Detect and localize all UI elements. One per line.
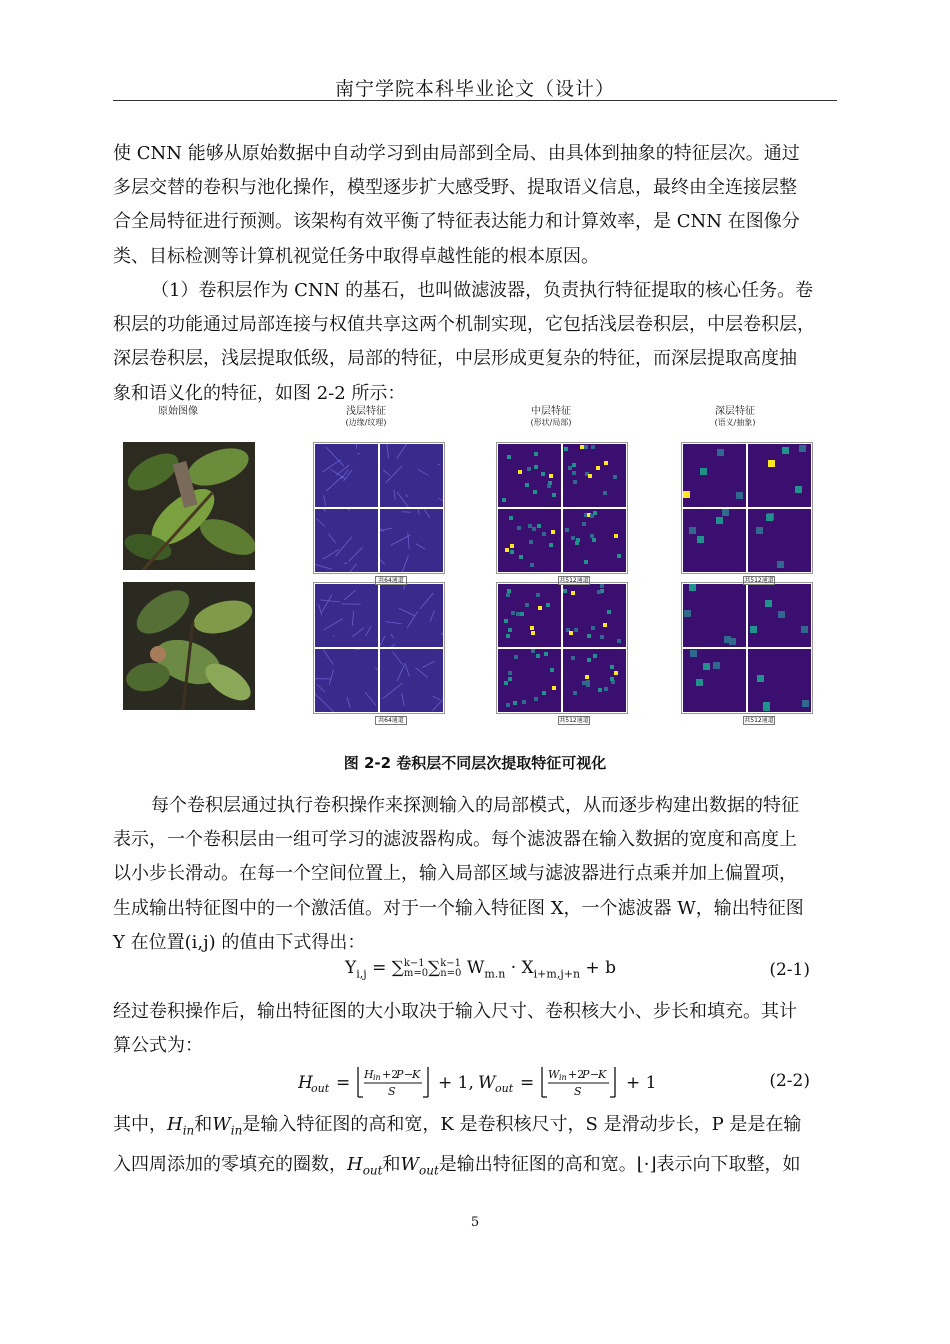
svg-text:−: −: [404, 1068, 414, 1081]
header-rule: [113, 100, 837, 101]
activation-map: [315, 509, 378, 572]
page-number: 5: [470, 1215, 480, 1230]
activation-map: [498, 584, 561, 647]
svg-text:S: S: [388, 1085, 396, 1098]
svg-text:K: K: [412, 1068, 421, 1081]
text-line: 使 CNN 能够从原始数据中自动学习到由局部到全局、由具体到抽象的特征层次。通过: [113, 143, 800, 164]
feature-map-panel: [313, 582, 445, 714]
activation-map: [498, 509, 561, 572]
text-line: 合全局特征进行预测。该架构有效平衡了特征表达能力和计算效率，是 CNN 在图像分: [113, 211, 800, 233]
paragraph-5: [113, 1108, 837, 1188]
text-line: 算公式为：: [113, 1035, 203, 1057]
text-line: 经过卷积操作后，输出特征图的大小取决于输入尺寸、卷积核大小、步长和填充。其计: [113, 1001, 797, 1022]
activation-map: [380, 509, 443, 572]
paragraph-1: [113, 137, 837, 274]
svg-text:=: =: [520, 1073, 535, 1093]
svg-text:−: −: [590, 1068, 600, 1081]
col-title-original: 原始图像: [158, 406, 198, 417]
activation-map: [498, 649, 561, 712]
feature-map-panel: [681, 582, 813, 714]
activation-map: [748, 649, 811, 712]
text-line: 生成输出特征图中的一个激活值。对于一个输入特征图 X，一个滤波器 W，输出特征图: [113, 897, 804, 919]
svg-text:P: P: [582, 1068, 590, 1081]
text-line: 象和语义化的特征，如图 2-2 所示：: [113, 382, 406, 404]
svg-text:W: W: [478, 1073, 496, 1093]
activation-map: [748, 444, 811, 507]
activation-map: [563, 649, 626, 712]
activation-map: [380, 444, 443, 507]
activation-map: [748, 509, 811, 572]
svg-text:H: H: [298, 1073, 313, 1093]
svg-text:K: K: [598, 1068, 607, 1081]
svg-text:out: out: [495, 1082, 514, 1095]
text-line: 其中，$H_{in}$和$W_{in}$是输入特征图的高和宽，K 是卷积核尺寸，S 是滑动步长，P 是是在输: [113, 1114, 802, 1138]
svg-text:P: P: [396, 1068, 404, 1081]
svg-text:in: in: [559, 1073, 567, 1082]
text-line: 类、目标检测等计算机视觉任务中取得卓越性能的根本原因。: [113, 245, 599, 267]
leaf-photo-1: [123, 442, 255, 570]
equation-number: (2-2): [769, 1071, 810, 1091]
paragraph-2: [113, 274, 837, 411]
activation-map: [563, 584, 626, 647]
equation-number: (2-1): [769, 960, 810, 980]
feature-map-panel: [496, 442, 628, 574]
equation-2-2: [298, 1063, 668, 1103]
feature-map-panel: [681, 442, 813, 574]
activation-map: [315, 649, 378, 712]
activation-map: [380, 649, 443, 712]
col-title-shallow: 浅层特征 (边缘/纹理): [345, 406, 387, 427]
channel-caption: 共512通道: [559, 577, 589, 584]
activation-map: [315, 584, 378, 647]
paragraph-4: [113, 995, 837, 1063]
feature-map-panel: [496, 582, 628, 714]
running-header: 南宁学院本科毕业论文（设计）: [334, 78, 615, 100]
svg-text:out: out: [311, 1082, 330, 1095]
text-line: 积层的功能通过局部连接与权值共享这两个机制实现，它包括浅层卷积层，中层卷积层，: [113, 314, 815, 336]
figure-2-2: [113, 400, 837, 730]
svg-text:+ 1,: + 1,: [438, 1073, 474, 1093]
activation-map: [563, 444, 626, 507]
text-line: 深层卷积层，浅层提取低级，局部的特征，中层形成更复杂的特征，而深层提取高度抽: [113, 348, 797, 370]
paragraph-3: [113, 789, 837, 960]
text-line: 表示，一个卷积层由一组可学习的滤波器构成。每个滤波器在输入数据的宽度和高度上: [113, 829, 797, 851]
activation-map: [683, 509, 746, 572]
svg-text:S: S: [574, 1085, 582, 1098]
equation-2-1: $Y_{i,j}$ = ∑ k−1 m=0 ∑ k−1 n=0 $W_{m.n} \cdot X_{i+m,j+n} + b$: [345, 957, 616, 981]
text-line: 每个卷积层通过执行卷积操作来探测输入的局部模式，从而逐步构建出数据的特征: [151, 795, 799, 816]
text-line: 入四周添加的零填充的圈数，$H_{out}$和$W_{out}$是输出特征图的高和宽。⌊·⌋表示向下取整，如: [113, 1153, 801, 1178]
channel-caption: 共64通道: [375, 716, 407, 725]
channel-caption: 共512通道: [559, 717, 589, 724]
text-line: Y 在位置(i,j) 的值由下式得出：: [113, 931, 366, 953]
svg-text:W: W: [548, 1068, 560, 1081]
svg-text:in: in: [373, 1073, 381, 1082]
activation-map: [683, 444, 746, 507]
text-line: （1）卷积层作为 CNN 的基石，也叫做滤波器，负责执行特征提取的核心任务。卷: [151, 280, 814, 301]
text-line: 多层交替的卷积与池化操作，模型逐步扩大感受野、提取语义信息，最终由全连接层整: [113, 177, 797, 199]
activation-map: [683, 584, 746, 647]
activation-map: [498, 444, 561, 507]
activation-map: [748, 584, 811, 647]
col-title-middle: 中层特征 (形状/局部): [530, 406, 572, 427]
feature-map-panel: [313, 442, 445, 574]
svg-text:=: =: [336, 1073, 351, 1093]
activation-map: [380, 584, 443, 647]
activation-map: [683, 649, 746, 712]
leaf-photo-2: [123, 582, 255, 710]
svg-text:+ 1: + 1: [626, 1073, 657, 1093]
text-line: 以小步长滑动。在每一个空间位置上，输入局部区域与滤波器进行点乘并加上偏置项，: [113, 863, 797, 885]
activation-map: [315, 444, 378, 507]
col-title-deep: 深层特征 (语义/抽象): [714, 406, 756, 427]
channel-caption: 共512通道: [744, 577, 774, 584]
channel-caption: 共64通道: [375, 576, 407, 585]
channel-caption: 共512通道: [744, 717, 774, 724]
svg-text:H: H: [364, 1068, 374, 1081]
figure-caption: 图 2-2 卷积层不同层次提取特征可视化: [343, 754, 607, 772]
svg-text:+2: +2: [382, 1068, 399, 1081]
svg-text:+2: +2: [568, 1068, 585, 1081]
activation-map: [563, 509, 626, 572]
